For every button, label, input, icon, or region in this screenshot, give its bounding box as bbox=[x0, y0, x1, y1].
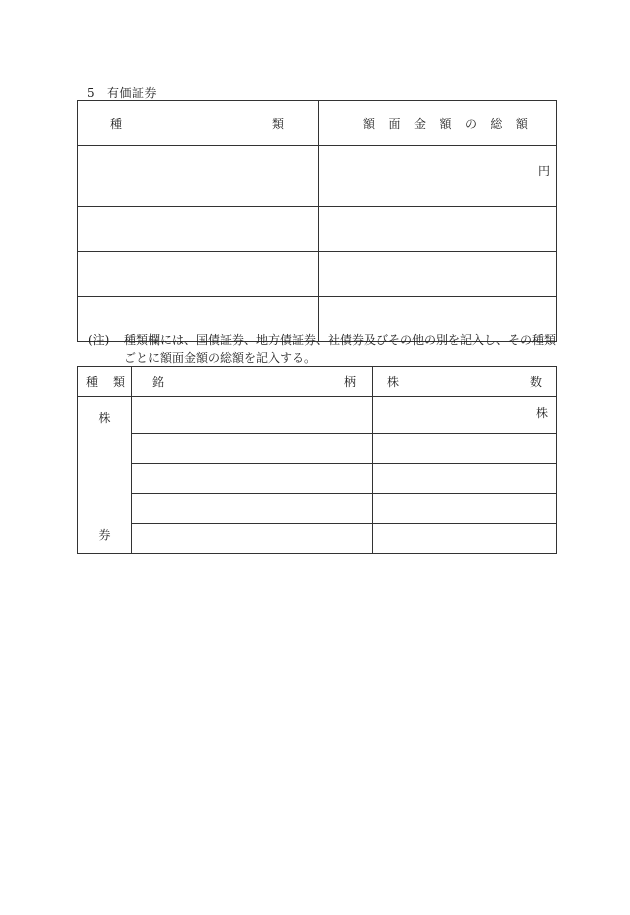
note-line-2: ごとに額面金額の総額を記入する。 bbox=[124, 351, 317, 365]
securities-amount-table bbox=[77, 100, 557, 342]
shares-cell[interactable] bbox=[373, 524, 557, 554]
header-char: 数 bbox=[529, 375, 542, 389]
table-row bbox=[78, 207, 557, 252]
amount-cell[interactable] bbox=[319, 207, 557, 252]
issue-name-cell[interactable] bbox=[132, 464, 373, 494]
issue-name-cell[interactable] bbox=[132, 494, 373, 524]
note bbox=[88, 331, 558, 367]
kind-cell[interactable] bbox=[78, 252, 319, 297]
kind-cell[interactable] bbox=[78, 207, 319, 252]
header-issue-name bbox=[132, 367, 373, 397]
issue-name-cell[interactable] bbox=[132, 397, 373, 434]
table-row bbox=[78, 146, 557, 207]
header-char: 額 bbox=[515, 116, 528, 131]
kind-char-bottom: 券 bbox=[98, 528, 111, 542]
table-header-row bbox=[78, 367, 557, 397]
header-char: 柄 bbox=[343, 375, 356, 389]
section-number: 5 bbox=[87, 86, 96, 100]
header-char: 種 bbox=[110, 116, 123, 131]
yen-unit: 円 bbox=[537, 164, 550, 178]
header-kind bbox=[78, 367, 132, 397]
header-char: 総 bbox=[490, 116, 503, 131]
issue-name-cell[interactable] bbox=[132, 524, 373, 554]
header-char: 株 bbox=[387, 375, 400, 389]
shares-cell[interactable] bbox=[373, 434, 557, 464]
shares-unit: 株 bbox=[535, 406, 548, 420]
header-char: 種 bbox=[86, 375, 99, 389]
shares-cell[interactable] bbox=[373, 494, 557, 524]
table-row bbox=[78, 524, 557, 554]
header-char: 金 bbox=[413, 116, 426, 131]
header-kind bbox=[78, 101, 319, 146]
note-line-1: 種類欄には、国債証券、地方債証券、社債券及びその他の別を記入し、その種類 bbox=[124, 333, 557, 347]
header-char: の bbox=[464, 116, 477, 131]
section-heading bbox=[87, 84, 157, 101]
kind-stock-certificate bbox=[78, 397, 132, 554]
issue-name-cell[interactable] bbox=[132, 434, 373, 464]
table-row bbox=[78, 252, 557, 297]
note-label: (注) bbox=[88, 333, 110, 347]
header-char: 面 bbox=[388, 116, 401, 131]
header-char: 類 bbox=[112, 375, 125, 389]
table-row bbox=[78, 397, 557, 434]
stock-certificates-table bbox=[77, 366, 557, 554]
amount-cell[interactable] bbox=[319, 252, 557, 297]
table-row bbox=[78, 434, 557, 464]
kind-cell[interactable] bbox=[78, 146, 319, 207]
kind-char-top: 株 bbox=[98, 411, 111, 425]
shares-cell[interactable] bbox=[373, 464, 557, 494]
amount-cell[interactable] bbox=[319, 146, 557, 207]
header-char: 額 bbox=[439, 116, 452, 131]
header-char: 類 bbox=[271, 116, 284, 131]
table-header-row bbox=[78, 101, 557, 146]
section-title: 有価証券 bbox=[107, 86, 158, 100]
header-char: 額 bbox=[363, 116, 376, 131]
header-total-face-amount bbox=[319, 101, 557, 146]
table-row bbox=[78, 464, 557, 494]
shares-cell[interactable] bbox=[373, 397, 557, 434]
header-char: 銘 bbox=[152, 375, 165, 389]
table-row bbox=[78, 494, 557, 524]
header-number-of-shares bbox=[373, 367, 557, 397]
